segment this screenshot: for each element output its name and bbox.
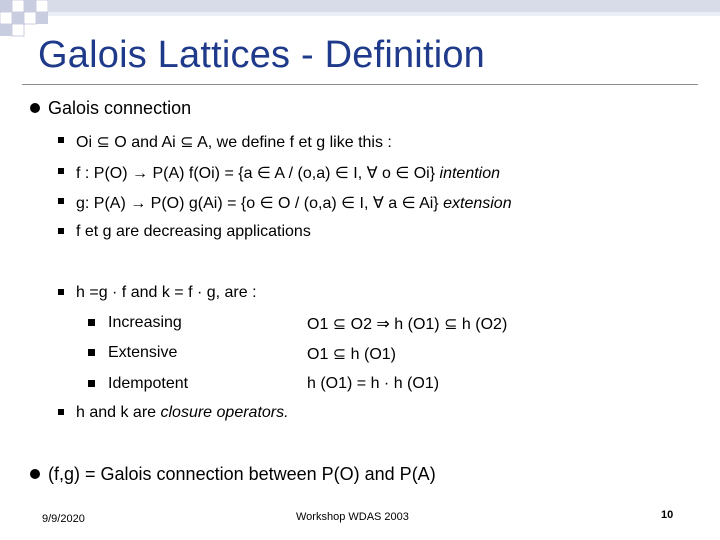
sub-bullet-text [76,404,289,422]
square-bullet-icon [58,137,64,143]
closure-operators-label: closure operators. [160,404,289,421]
square-bullet-icon [88,319,95,326]
square-bullet-icon [58,228,64,234]
closure-text: h and k are [76,404,161,421]
property-formula: O1 ⊆ h (O1) [307,346,396,363]
sub-bullet-text [76,193,512,213]
formula-text: g: P(A) → P(O) g(Ai) = {o ∈ O / (o,a) ∈ I, ∀ a ∈ Ai} [76,195,439,212]
square-bullet-icon [58,198,64,204]
page-number: 10 [661,509,674,521]
footer-workshop: Workshop WDAS 2003 [296,511,409,523]
sub-bullet-text [76,163,500,183]
sub-bullet-text: Oi ⊆ O and Ai ⊆ A, we define f et g like this : [76,134,392,151]
square-bullet-icon [58,289,64,295]
property-name: Extensive [108,344,178,361]
extension-label: extension [443,195,512,212]
bullet-text: Galois connection [48,98,192,118]
footer-date: 9/9/2020 [42,513,85,525]
property-formula: O1 ⊆ O2 ⇒ h (O1) ⊆ h (O2) [307,316,508,333]
property-name: Increasing [108,314,182,331]
property-formula: h (O1) = h · h (O1) [307,375,440,392]
slide-title: Galois Lattices - Definition [38,34,486,76]
sub-bullet-text: h =g · f and k = f · g, are : [76,284,257,301]
round-bullet-icon [30,469,40,479]
bullet-text: (f,g) = Galois connection between P(O) and P(A) [48,464,436,484]
formula-text: f : P(O) → P(A) f(Oi) = {a ∈ A / (o,a) ∈ I, ∀ o ∈ Oi} [76,165,436,182]
round-bullet-icon [30,103,40,113]
sub-bullet-text: f et g are decreasing applications [76,223,311,240]
square-bullet-icon [58,168,64,174]
square-bullet-icon [58,409,64,415]
square-bullet-icon [88,349,95,356]
square-bullet-icon [88,380,95,387]
intention-label: intention [439,165,501,182]
property-name: Idempotent [108,375,189,392]
title-divider [22,84,698,85]
